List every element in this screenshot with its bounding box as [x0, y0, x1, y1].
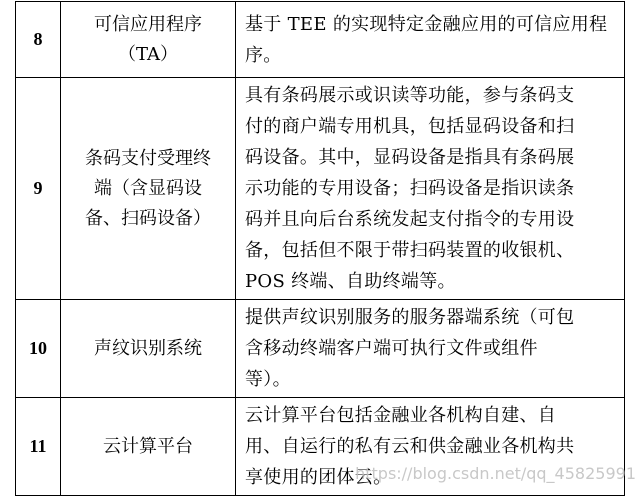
- definition-line: 码并且向后台系统发起支付指令的专用设: [245, 209, 575, 230]
- definition-line: 付的商户端专用机具，包括显码设备和扫: [245, 116, 575, 137]
- definition-cell: [236, 2, 625, 78]
- definition-line: 云计算平台包括金融业各机构自建、自: [245, 405, 557, 426]
- term-cell: [61, 78, 236, 300]
- definition-line: 基于 TEE 的实现特定金融应用的可信应用程: [245, 13, 608, 35]
- definition-line: 用、自运行的私有云和供金融业各机构共: [245, 436, 575, 457]
- term-line: 条码支付受理终: [85, 147, 211, 169]
- definition-line: POS 终端、自助终端等。: [245, 271, 456, 292]
- term-line: 可信应用程序: [94, 13, 202, 35]
- term-line: 备、扫码设备）: [85, 207, 211, 229]
- row-number: 11: [16, 398, 61, 496]
- table-row: [16, 2, 625, 78]
- term-line: （TA）: [117, 43, 179, 65]
- table-row: [16, 78, 625, 300]
- row-number: 9: [16, 78, 61, 300]
- term-cell: [61, 300, 236, 398]
- definition-line: 享使用的团体云。: [245, 467, 392, 488]
- definition-line: 具有条码展示或识读等功能，参与条码支: [245, 85, 575, 106]
- row-number: 8: [16, 2, 61, 78]
- term-cell: [61, 2, 236, 78]
- term-cell: [61, 398, 236, 496]
- terms-table: [15, 1, 625, 496]
- term-line: 声纹识别系统: [94, 337, 202, 359]
- definition-line: 序。: [245, 44, 282, 66]
- definition-line: 示功能的专用设备；扫码设备是指识读条: [245, 178, 575, 199]
- definition-line: 提供声纹识别服务的服务器端系统（可包: [245, 307, 575, 328]
- definition-line: 码设备。其中，显码设备是指具有条码展: [245, 147, 575, 168]
- definition-line: 含移动终端客户端可执行文件或组件: [245, 338, 538, 359]
- term-line: 端（含显码设: [94, 177, 202, 199]
- row-number: 10: [16, 300, 61, 398]
- definition-cell: [236, 300, 625, 398]
- term-line: 云计算平台: [103, 435, 193, 457]
- definition-cell: [236, 78, 625, 300]
- definition-line: 备，包括但不限于带扫码装置的收银机、: [245, 240, 575, 261]
- definition-line: 等）。: [245, 369, 291, 390]
- watermark-url: https://blog.csdn.net/qq_45825991: [355, 464, 636, 483]
- table-row: [16, 300, 625, 398]
